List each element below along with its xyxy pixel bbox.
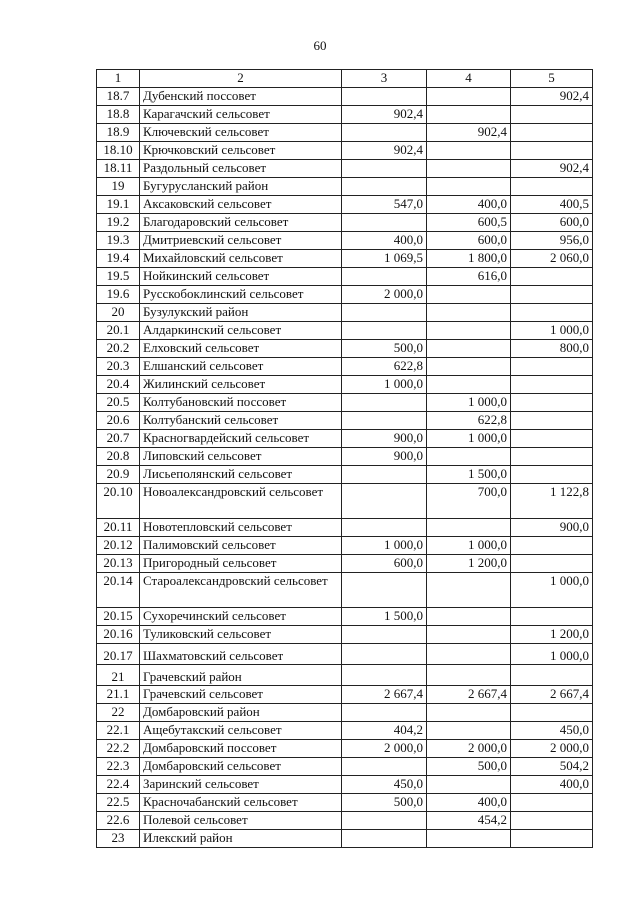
table-row: [97, 573, 593, 608]
row-name-cell: Домбаровский район: [140, 704, 342, 722]
column-4-value-cell: 1 000,0: [427, 537, 511, 555]
column-3-value-cell: [342, 484, 427, 519]
row-number-cell: 18.8: [97, 106, 140, 124]
column-3-value-cell: [342, 88, 427, 106]
column-3-value-cell: [342, 644, 427, 665]
row-name-cell: Алдаркинский сельсовет: [140, 322, 342, 340]
row-number-cell: 18.7: [97, 88, 140, 106]
column-5-value-cell: [511, 794, 593, 812]
column-3-value-cell: 600,0: [342, 555, 427, 573]
row-name-cell: Липовский сельсовет: [140, 448, 342, 466]
row-number-cell: 19.2: [97, 214, 140, 232]
page-number: 60: [313, 38, 327, 53]
table-row: [97, 758, 593, 776]
row-name-cell: Нойкинский сельсовет: [140, 268, 342, 286]
row-number-cell: 20: [97, 304, 140, 322]
table-row: [97, 665, 593, 686]
row-name-cell: Елховский сельсовет: [140, 340, 342, 358]
row-name-cell: Пригородный сельсовет: [140, 555, 342, 573]
column-3-value-cell: 900,0: [342, 448, 427, 466]
row-number-cell: 19.5: [97, 268, 140, 286]
column-5-value-cell: 1 200,0: [511, 626, 593, 644]
row-name-cell: Колтубанский сельсовет: [140, 412, 342, 430]
column-5-value-cell: [511, 304, 593, 322]
column-4-value-cell: [427, 830, 511, 848]
row-name-cell: Жилинский сельсовет: [140, 376, 342, 394]
table-row: [97, 448, 593, 466]
column-3-value-cell: [342, 573, 427, 608]
column-3-value-cell: 2 000,0: [342, 740, 427, 758]
table-row: [97, 740, 593, 758]
table-row: [97, 794, 593, 812]
table-row: [97, 686, 593, 704]
column-3-value-cell: [342, 466, 427, 484]
column-3-value-cell: [342, 704, 427, 722]
column-4-value-cell: [427, 358, 511, 376]
column-5-value-cell: 2 667,4: [511, 686, 593, 704]
row-number-cell: 19.1: [97, 196, 140, 214]
column-4-value-cell: [427, 106, 511, 124]
column-header-1: 1: [97, 70, 140, 88]
column-5-value-cell: [511, 394, 593, 412]
row-name-cell: Красногвардейский сельсовет: [140, 430, 342, 448]
row-number-cell: 20.10: [97, 484, 140, 519]
row-number-cell: 20.8: [97, 448, 140, 466]
column-5-value-cell: [511, 665, 593, 686]
table-row: [97, 322, 593, 340]
column-3-value-cell: [342, 214, 427, 232]
row-number-cell: 20.3: [97, 358, 140, 376]
table-row: [97, 466, 593, 484]
column-4-value-cell: [427, 286, 511, 304]
column-4-value-cell: 454,2: [427, 812, 511, 830]
column-3-value-cell: [342, 519, 427, 537]
column-4-value-cell: 2 667,4: [427, 686, 511, 704]
table-row: [97, 214, 593, 232]
column-5-value-cell: [511, 412, 593, 430]
table-row: [97, 704, 593, 722]
table-body: [97, 70, 593, 848]
row-name-cell: Домбаровский сельсовет: [140, 758, 342, 776]
column-5-value-cell: [511, 286, 593, 304]
column-3-value-cell: [342, 394, 427, 412]
column-4-value-cell: 622,8: [427, 412, 511, 430]
column-4-value-cell: [427, 722, 511, 740]
column-5-value-cell: [511, 106, 593, 124]
table-row: [97, 340, 593, 358]
row-name-cell: Благодаровский сельсовет: [140, 214, 342, 232]
row-name-cell: Русскобоклинский сельсовет: [140, 286, 342, 304]
row-name-cell: Шахматовский сельсовет: [140, 644, 342, 665]
row-number-cell: 22.1: [97, 722, 140, 740]
row-name-cell: Крючковский сельсовет: [140, 142, 342, 160]
column-4-value-cell: 1 000,0: [427, 430, 511, 448]
table-row: [97, 537, 593, 555]
column-4-value-cell: [427, 376, 511, 394]
table-row: [97, 608, 593, 626]
table-row: [97, 644, 593, 665]
column-3-value-cell: [342, 124, 427, 142]
column-5-value-cell: [511, 268, 593, 286]
row-name-cell: Новотепловский сельсовет: [140, 519, 342, 537]
column-5-value-cell: 600,0: [511, 214, 593, 232]
column-4-value-cell: 1 000,0: [427, 394, 511, 412]
column-4-value-cell: 1 200,0: [427, 555, 511, 573]
row-name-cell: Бузулукский район: [140, 304, 342, 322]
column-5-value-cell: 1 000,0: [511, 573, 593, 608]
row-name-cell: Илекский район: [140, 830, 342, 848]
column-3-value-cell: 450,0: [342, 776, 427, 794]
column-3-value-cell: [342, 160, 427, 178]
column-4-value-cell: 700,0: [427, 484, 511, 519]
column-4-value-cell: 616,0: [427, 268, 511, 286]
table-row: [97, 394, 593, 412]
table-row: [97, 160, 593, 178]
row-name-cell: Аксаковский сельсовет: [140, 196, 342, 214]
column-header-3: 3: [342, 70, 427, 88]
column-4-value-cell: [427, 178, 511, 196]
column-5-value-cell: 400,0: [511, 776, 593, 794]
column-3-value-cell: [342, 626, 427, 644]
row-number-cell: 18.10: [97, 142, 140, 160]
row-name-cell: Грачевский район: [140, 665, 342, 686]
row-number-cell: 20.12: [97, 537, 140, 555]
row-name-cell: Сухоречинский сельсовет: [140, 608, 342, 626]
column-5-value-cell: [511, 142, 593, 160]
row-name-cell: Дмитриевский сельсовет: [140, 232, 342, 250]
column-5-value-cell: 1 000,0: [511, 322, 593, 340]
column-4-value-cell: 1 800,0: [427, 250, 511, 268]
column-header-5: 5: [511, 70, 593, 88]
column-4-value-cell: [427, 665, 511, 686]
column-5-value-cell: 902,4: [511, 160, 593, 178]
row-name-cell: Елшанский сельсовет: [140, 358, 342, 376]
row-name-cell: Ащебутакский сельсовет: [140, 722, 342, 740]
column-4-value-cell: 500,0: [427, 758, 511, 776]
column-3-value-cell: [342, 178, 427, 196]
row-number-cell: 19.3: [97, 232, 140, 250]
table-row: [97, 286, 593, 304]
column-5-value-cell: [511, 537, 593, 555]
table-row: [97, 722, 593, 740]
column-3-value-cell: [342, 322, 427, 340]
table-row: [97, 776, 593, 794]
column-4-value-cell: 600,5: [427, 214, 511, 232]
column-4-value-cell: [427, 644, 511, 665]
column-3-value-cell: [342, 304, 427, 322]
table-header-row: [97, 70, 593, 88]
column-4-value-cell: [427, 626, 511, 644]
column-5-value-cell: [511, 178, 593, 196]
column-4-value-cell: [427, 322, 511, 340]
column-4-value-cell: [427, 704, 511, 722]
row-number-cell: 18.11: [97, 160, 140, 178]
column-4-value-cell: [427, 340, 511, 358]
row-number-cell: 20.4: [97, 376, 140, 394]
column-4-value-cell: 902,4: [427, 124, 511, 142]
column-4-value-cell: 400,0: [427, 196, 511, 214]
row-name-cell: Грачевский сельсовет: [140, 686, 342, 704]
row-number-cell: 22.3: [97, 758, 140, 776]
row-name-cell: Домбаровский поссовет: [140, 740, 342, 758]
table-row: [97, 484, 593, 519]
row-number-cell: 19: [97, 178, 140, 196]
column-5-value-cell: [511, 358, 593, 376]
column-5-value-cell: [511, 124, 593, 142]
row-name-cell: Бугурусланский район: [140, 178, 342, 196]
column-3-value-cell: [342, 412, 427, 430]
column-3-value-cell: 547,0: [342, 196, 427, 214]
table-row: [97, 412, 593, 430]
row-number-cell: 20.15: [97, 608, 140, 626]
table-row: [97, 232, 593, 250]
column-5-value-cell: [511, 812, 593, 830]
table-row: [97, 196, 593, 214]
table-row: [97, 430, 593, 448]
column-header-4: 4: [427, 70, 511, 88]
table-row: [97, 178, 593, 196]
row-name-cell: Заринский сельсовет: [140, 776, 342, 794]
row-number-cell: 23: [97, 830, 140, 848]
column-3-value-cell: [342, 268, 427, 286]
row-name-cell: Полевой сельсовет: [140, 812, 342, 830]
column-5-value-cell: [511, 704, 593, 722]
row-name-cell: Туликовский сельсовет: [140, 626, 342, 644]
column-header-2: 2: [140, 70, 342, 88]
column-5-value-cell: [511, 555, 593, 573]
column-3-value-cell: [342, 665, 427, 686]
row-name-cell: Раздольный сельсовет: [140, 160, 342, 178]
row-number-cell: 20.1: [97, 322, 140, 340]
column-5-value-cell: [511, 448, 593, 466]
row-number-cell: 20.16: [97, 626, 140, 644]
table-row: [97, 358, 593, 376]
column-4-value-cell: [427, 448, 511, 466]
column-4-value-cell: 400,0: [427, 794, 511, 812]
column-5-value-cell: 900,0: [511, 519, 593, 537]
table-row: [97, 250, 593, 268]
column-5-value-cell: [511, 608, 593, 626]
column-4-value-cell: [427, 142, 511, 160]
column-3-value-cell: 902,4: [342, 142, 427, 160]
row-name-cell: Лисьеполянский сельсовет: [140, 466, 342, 484]
column-3-value-cell: 2 667,4: [342, 686, 427, 704]
table-row: [97, 142, 593, 160]
column-3-value-cell: 500,0: [342, 340, 427, 358]
table-row: [97, 830, 593, 848]
row-number-cell: 20.7: [97, 430, 140, 448]
column-5-value-cell: 956,0: [511, 232, 593, 250]
column-3-value-cell: 400,0: [342, 232, 427, 250]
table-row: [97, 106, 593, 124]
column-3-value-cell: 900,0: [342, 430, 427, 448]
column-3-value-cell: 902,4: [342, 106, 427, 124]
column-4-value-cell: [427, 88, 511, 106]
column-5-value-cell: [511, 376, 593, 394]
column-5-value-cell: 504,2: [511, 758, 593, 776]
row-number-cell: 20.6: [97, 412, 140, 430]
row-number-cell: 19.4: [97, 250, 140, 268]
column-5-value-cell: 2 000,0: [511, 740, 593, 758]
column-5-value-cell: 800,0: [511, 340, 593, 358]
row-number-cell: 20.2: [97, 340, 140, 358]
row-name-cell: Колтубановский поссовет: [140, 394, 342, 412]
column-3-value-cell: 2 000,0: [342, 286, 427, 304]
table-row: [97, 519, 593, 537]
column-4-value-cell: 2 000,0: [427, 740, 511, 758]
row-number-cell: 20.17: [97, 644, 140, 665]
column-3-value-cell: 404,2: [342, 722, 427, 740]
column-5-value-cell: 902,4: [511, 88, 593, 106]
row-number-cell: 20.14: [97, 573, 140, 608]
column-4-value-cell: [427, 304, 511, 322]
row-number-cell: 20.11: [97, 519, 140, 537]
column-4-value-cell: [427, 776, 511, 794]
row-number-cell: 21: [97, 665, 140, 686]
row-number-cell: 20.9: [97, 466, 140, 484]
column-5-value-cell: 1 000,0: [511, 644, 593, 665]
column-5-value-cell: 2 060,0: [511, 250, 593, 268]
column-4-value-cell: [427, 608, 511, 626]
column-5-value-cell: 400,5: [511, 196, 593, 214]
row-number-cell: 22.5: [97, 794, 140, 812]
column-3-value-cell: [342, 758, 427, 776]
column-4-value-cell: [427, 160, 511, 178]
table-row: [97, 268, 593, 286]
column-5-value-cell: 450,0: [511, 722, 593, 740]
column-5-value-cell: [511, 430, 593, 448]
row-name-cell: Ключевский сельсовет: [140, 124, 342, 142]
column-5-value-cell: [511, 466, 593, 484]
row-number-cell: 19.6: [97, 286, 140, 304]
column-5-value-cell: 1 122,8: [511, 484, 593, 519]
column-3-value-cell: 1 069,5: [342, 250, 427, 268]
column-4-value-cell: [427, 573, 511, 608]
table-row: [97, 812, 593, 830]
column-4-value-cell: 600,0: [427, 232, 511, 250]
column-3-value-cell: [342, 812, 427, 830]
row-name-cell: Новоалександровский сельсовет: [140, 484, 342, 519]
column-4-value-cell: 1 500,0: [427, 466, 511, 484]
row-name-cell: Палимовский сельсовет: [140, 537, 342, 555]
row-name-cell: Дубенский поссовет: [140, 88, 342, 106]
row-number-cell: 20.13: [97, 555, 140, 573]
row-number-cell: 22.4: [97, 776, 140, 794]
table-row: [97, 376, 593, 394]
row-number-cell: 18.9: [97, 124, 140, 142]
column-3-value-cell: 622,8: [342, 358, 427, 376]
column-5-value-cell: [511, 830, 593, 848]
row-number-cell: 21.1: [97, 686, 140, 704]
row-name-cell: Красночабанский сельсовет: [140, 794, 342, 812]
table-row: [97, 555, 593, 573]
allocation-table: [96, 69, 593, 848]
column-3-value-cell: [342, 830, 427, 848]
column-3-value-cell: 1 500,0: [342, 608, 427, 626]
row-number-cell: 22.2: [97, 740, 140, 758]
column-3-value-cell: 1 000,0: [342, 537, 427, 555]
column-3-value-cell: 1 000,0: [342, 376, 427, 394]
row-number-cell: 20.5: [97, 394, 140, 412]
table-row: [97, 304, 593, 322]
row-number-cell: 22.6: [97, 812, 140, 830]
row-name-cell: Карагачский сельсовет: [140, 106, 342, 124]
row-number-cell: 22: [97, 704, 140, 722]
table-row: [97, 124, 593, 142]
table-row: [97, 626, 593, 644]
column-4-value-cell: [427, 519, 511, 537]
row-name-cell: Староалександровский сельсовет: [140, 573, 342, 608]
column-3-value-cell: 500,0: [342, 794, 427, 812]
table-row: [97, 88, 593, 106]
row-name-cell: Михайловский сельсовет: [140, 250, 342, 268]
